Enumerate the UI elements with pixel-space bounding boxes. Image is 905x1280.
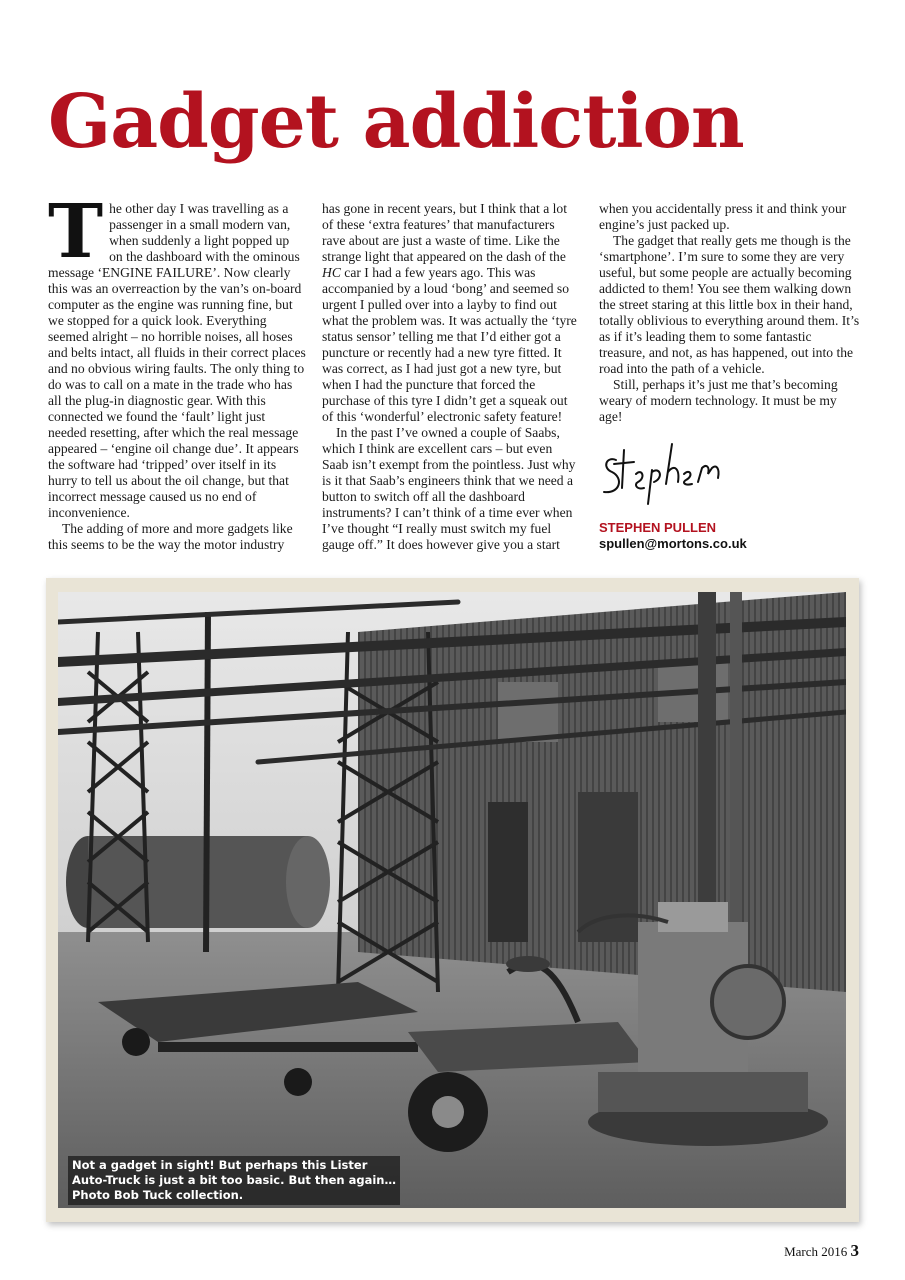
text-column-1 xyxy=(48,189,306,553)
text-column-2 xyxy=(322,201,578,553)
paragraph: The adding of more and more gadgets like this seems to be the way the motor industry xyxy=(48,521,293,552)
author-byline xyxy=(599,520,747,552)
paragraph-text: he other day I was travelling as a passenger in a small modern van, when suddenly a light popped up on the dashboard with the ominous message ‘ENGINE FAILURE’. Now clearly this was an overreaction by the van’s on-board computer as the engine was running fine, but we stopped for a quick look. Everything seemed alright – no horrible noises, all hoses and belts intact, all fluids in their correct places and no obvious wiring faults. The only thing to do was to call on a mate in the trade who has all the plug-in diagnostic gear. With this connected we found the ‘fault’ light just needed resetting, after which the real message appeared – ‘engine oil change due’. It appears the software had ‘tripped’ over itself in its hurry to tell us about the oil change, but that incorrect message caused us no end of inconvenience. xyxy=(48,201,306,520)
page-number: 3 xyxy=(850,1241,859,1260)
caption-line: Not a gadget in sight! But perhaps this Lister xyxy=(72,1158,368,1172)
page-folio xyxy=(784,1241,859,1261)
paragraph xyxy=(48,189,306,521)
photo-illustration xyxy=(58,592,846,1208)
author-name: STEPHEN PULLEN xyxy=(599,520,717,535)
paragraph-text: car I had a few years ago. This was accompanied by a loud ‘bong’ and seemed so urgent I pulled over into a layby to find out what the problem was. It was actually the ‘tyre status sensor’ telling me that I’d either got a puncture or recently had a new tyre fitted. It was correct, as I had just got a new tyre, but when I had the puncture that forced the purchase of this tyre I didn’t get a squeak out of this ‘wonderful’ electronic safety feature! xyxy=(322,265,577,424)
drop-cap: T xyxy=(48,189,104,275)
italic-text: HC xyxy=(322,265,341,280)
author-signature xyxy=(598,438,728,510)
photo-lister-auto-truck xyxy=(58,592,846,1208)
paragraph xyxy=(322,201,578,425)
caption-line: Auto-Truck is just a bit too basic. But then again… xyxy=(72,1173,396,1187)
author-email[interactable]: spullen@mortons.co.uk xyxy=(599,536,747,551)
issue-date: March 2016 xyxy=(784,1244,848,1259)
paragraph: The gadget that really gets me though is the ‘smartphone’. I’m sure to some they are very useful, but some people are actually becoming addicted to them! You see them walking down the street staring at this little box in their hand, totally oblivious to everything around them. It’s as if it’s leading them to some fantastic treasure, and not, as has happened, out into the road into the path of a vehicle. xyxy=(599,233,860,376)
paragraph: In the past I’ve owned a couple of Saabs, which I think are excellent cars – but even Saab isn’t exempt from the pointless. Just why is it that Saab’s engineers think that we need a button to switch off all the dashboard instruments? I can’t think of a time ever when I’ve thought “I really must switch my fuel gauge off.” It does however give you a start xyxy=(322,425,576,552)
text-column-3 xyxy=(599,201,861,425)
paragraph: Still, perhaps it’s just me that’s becoming weary of modern technology. It must be my age! xyxy=(599,377,838,424)
paragraph-text: has gone in recent years, but I think that a lot of these ‘extra features’ that manufacturers rave about are just a waste of time. Like the strange light that appeared on the dash of the xyxy=(322,201,567,264)
paragraph: when you accidentally press it and think your engine’s just packed up. xyxy=(599,201,847,232)
caption-credit: Photo Bob Tuck collection. xyxy=(72,1188,244,1202)
photo-caption xyxy=(68,1156,400,1205)
article-title: Gadget addiction xyxy=(48,79,744,165)
